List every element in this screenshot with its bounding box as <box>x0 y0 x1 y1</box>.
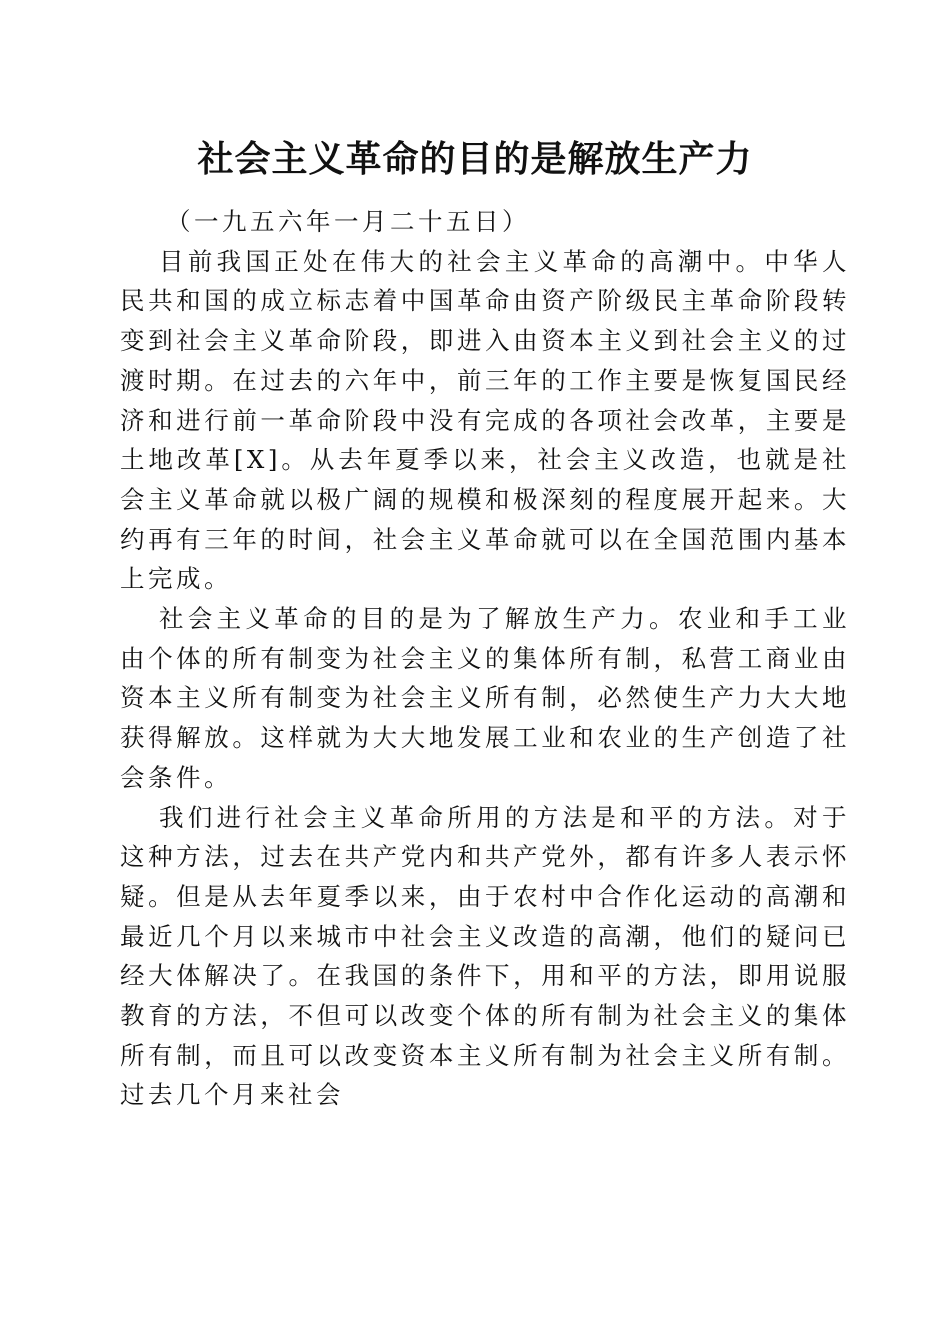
document-body <box>120 202 850 1115</box>
paragraph: 我们进行社会主义革命所用的方法是和平的方法。对于这种方法，过去在共产党内和共产党外，都有许多人表示怀疑。但是从去年夏季以来，由于农村中合作化运动的高潮和最近几个月以来城市中社会主义改造的高潮，他们的疑问已经大体解决了。在我国的条件下，用和平的方法，即用说服教育的方法，不但可以改变个体的所有制为社会主义的集体所有制，而且可以改变资本主义所有制为社会主义所有制。过去几个月来社会 <box>120 802 850 1110</box>
page-title: 社会主义革命的目的是解放生产力 <box>197 138 753 180</box>
paragraph: 目前我国正处在伟大的社会主义革命的高潮中。中华人民共和国的成立标志着中国革命由资产阶级民主革命阶段转变到社会主义革命阶段，即进入由资本主义到社会主义的过渡时期。在过去的六年中，前三年的工作主要是恢复国民经济和进行前一革命阶段中没有完成的各项社会改革，主要是土地改革[X]。从去年夏季以来，社会主义改造，也就是社会主义革命就以极广阔的规模和极深刻的程度展开起来。大约再有三年的时间，社会主义革命就可以在全国范围内基本上完成。 <box>120 246 850 594</box>
paragraph: 社会主义革命的目的是为了解放生产力。农业和手工业由个体的所有制变为社会主义的集体所有制，私营工商业由资本主义所有制变为社会主义所有制，必然使生产力大大地获得解放。这样就为大大地发展工业和农业的生产创造了社会条件。 <box>120 604 850 792</box>
date-line: （一九五六年一月二十五日） <box>166 207 530 236</box>
